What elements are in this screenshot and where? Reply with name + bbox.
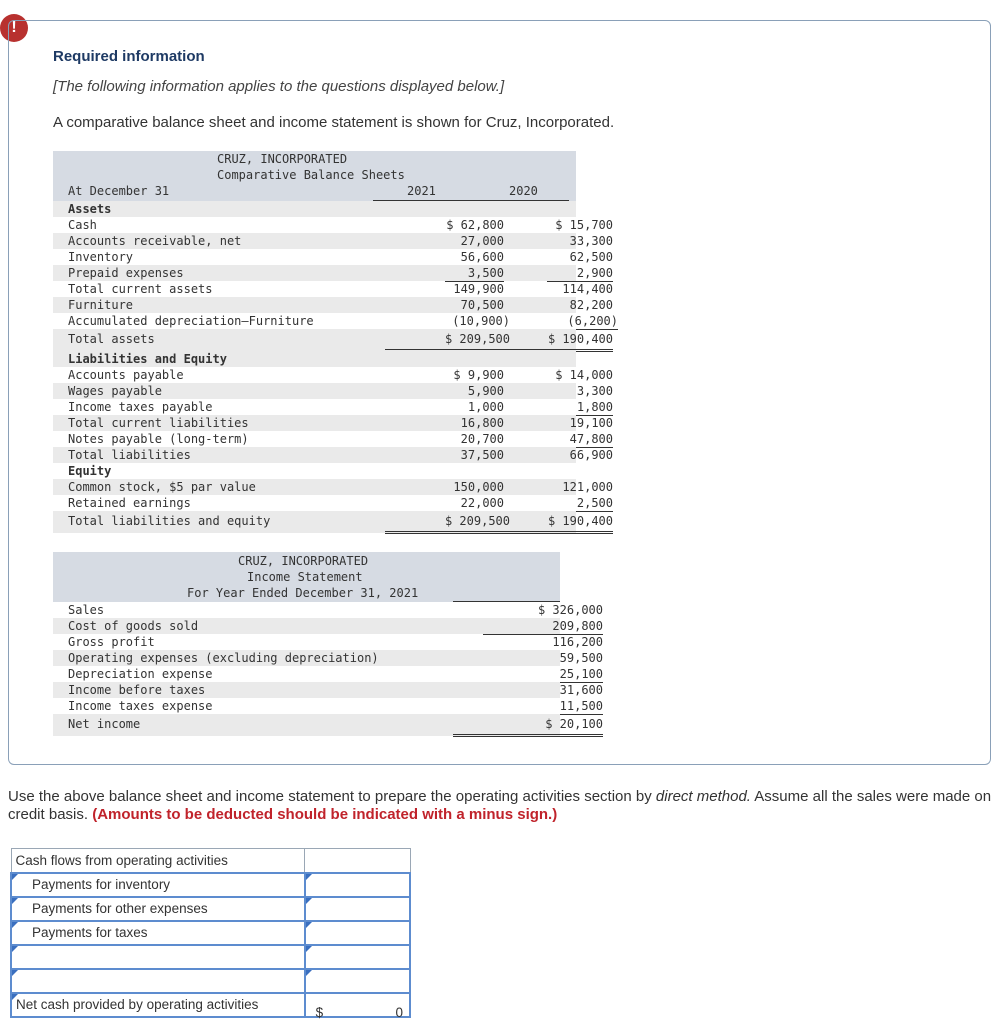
required-information-note: [The following information applies to the questions displayed below.] [53, 78, 505, 95]
is-row-label: Income before taxes [68, 683, 206, 697]
ws-total-label-select[interactable]: Net cash provided by operating activities [11, 993, 305, 1017]
bs-cell-2021: 22,000 [445, 495, 504, 512]
question-text-part: Assume all the sales were made on credit basis. [8, 788, 992, 823]
bs-row-label: Inventory [68, 250, 134, 264]
bs-cell-2021: 149,900 [453, 282, 504, 296]
bs-cell-2020: $ 14,000 [555, 368, 613, 382]
is-value: 25,100 [483, 666, 603, 683]
bs-cell-2020: 33,300 [569, 234, 613, 248]
bs-cell-2021: 20,700 [445, 431, 504, 448]
is-value: 209,800 [483, 618, 603, 635]
bs-cell-2021: 1,000 [445, 399, 504, 416]
is-row-label: Gross profit [68, 635, 155, 649]
bs-cell-2021: 150,000 [453, 480, 504, 494]
bs-date-label: At December 31 [68, 184, 170, 198]
bs-cell-2020: 47,800 [547, 431, 613, 448]
bs-assets-heading: Assets [68, 202, 112, 216]
bs-liabilities-heading: Liabilities and Equity [68, 352, 227, 366]
is-value: 31,600 [559, 683, 603, 697]
bs-cell-2020: 121,000 [562, 480, 613, 494]
bs-row-label: Wages payable [68, 384, 162, 398]
ws-row2-label-select[interactable]: Payments for other expenses [11, 897, 305, 921]
balance-sheet-table [53, 151, 618, 533]
bs-cell-2021: 70,500 [460, 298, 504, 312]
bs-cell-2020: 19,100 [569, 416, 613, 430]
bs-cell-2020: 66,900 [569, 448, 613, 462]
bs-title: Comparative Balance Sheets [217, 168, 405, 182]
bs-row-label: Common stock, $5 par value [68, 480, 256, 494]
question-text-part: Use the above balance sheet and income statement to prepare the operating activities section by [8, 788, 656, 805]
operating-activities-worksheet [10, 848, 411, 1018]
alert-icon: ! [0, 14, 28, 42]
bs-row-label: Income taxes payable [68, 400, 213, 414]
ws-row2-amount-input[interactable] [305, 897, 410, 921]
is-row-label: Net income [68, 717, 141, 731]
bs-row-label: Accumulated depreciation—Furniture [68, 314, 314, 328]
bs-cell-2021: 37,500 [460, 448, 504, 462]
is-value: $ 326,000 [537, 603, 603, 617]
bs-cell-2020: $ 15,700 [555, 218, 613, 232]
bs-cell-2021: $ 9,900 [453, 368, 504, 382]
question-instruction: (Amounts to be deducted should be indicated with a minus sign.) [92, 806, 558, 823]
bs-row-label: Total liabilities [68, 448, 191, 462]
is-period: For Year Ended December 31, 2021 [187, 586, 419, 600]
bs-cell-2021: 16,800 [460, 416, 504, 430]
is-row-label: Sales [68, 603, 105, 617]
bs-cell-2020: 1,800 [547, 399, 613, 416]
is-title: Income Statement [247, 570, 363, 584]
is-row-label: Depreciation expense [68, 667, 213, 681]
bs-row-label: Accounts receivable, net [68, 234, 242, 248]
bs-cell-2021: 56,600 [460, 250, 504, 264]
ws-row5-amount-input[interactable] [305, 969, 410, 993]
bs-cell-2021: 5,900 [467, 384, 504, 398]
ws-heading-amount [305, 849, 410, 873]
bs-cell-2020: 62,500 [569, 250, 613, 264]
bs-cell-2020: 2,500 [547, 495, 613, 512]
bs-row-label: Total assets [68, 332, 155, 346]
ws-heading: Cash flows from operating activities [11, 849, 305, 873]
bs-cell-2020: 114,400 [562, 282, 613, 296]
is-value: $ 20,100 [453, 714, 603, 737]
bs-row-label: Prepaid expenses [68, 266, 184, 280]
ws-row3-amount-input[interactable] [305, 921, 410, 945]
bs-cell-2020: (6,200) [541, 313, 618, 330]
bs-row-label: Total liabilities and equity [68, 514, 271, 528]
is-row-label: Operating expenses (excluding depreciation) [68, 651, 379, 665]
bs-cell-2021: (10,900) [435, 313, 510, 330]
is-value: 116,200 [552, 635, 603, 649]
bs-row-label: Accounts payable [68, 368, 184, 382]
bs-col-2021: 2021 [407, 184, 436, 198]
bs-company: CRUZ, INCORPORATED [217, 152, 348, 166]
bs-equity-heading: Equity [68, 464, 112, 478]
bs-cell-2021: $ 209,500 [385, 329, 510, 352]
is-company: CRUZ, INCORPORATED [238, 554, 369, 568]
bs-row-label: Cash [68, 218, 97, 232]
bs-cell-2020: 3,300 [576, 384, 613, 398]
bs-cell-2020: 82,200 [569, 298, 613, 312]
ws-row1-amount-input[interactable] [305, 873, 410, 897]
bs-cell-2021: 3,500 [445, 265, 504, 282]
ws-row5-label-select[interactable] [11, 969, 305, 993]
bs-cell-2021: $ 62,800 [446, 218, 504, 232]
ws-row3-label-select[interactable]: Payments for taxes [11, 921, 305, 945]
required-information-title: Required information [53, 48, 205, 65]
ws-row4-label-select[interactable] [11, 945, 305, 969]
question-text [8, 788, 993, 824]
bs-cell-2020: $ 190,400 [488, 329, 613, 352]
is-value: 59,500 [559, 651, 603, 665]
is-row-label: Income taxes expense [68, 699, 213, 713]
bs-cell-2021: 27,000 [460, 234, 504, 248]
ws-row1-label-select[interactable]: Payments for inventory [11, 873, 305, 897]
bs-row-label: Retained earnings [68, 496, 191, 510]
is-value: 11,500 [483, 698, 603, 715]
ws-total-currency: $ [315, 1004, 324, 1020]
bs-row-label: Total current assets [68, 282, 213, 296]
bs-col-2020: 2020 [509, 184, 538, 198]
bs-cell-2021: $ 209,500 [385, 511, 510, 534]
bs-row-label: Total current liabilities [68, 416, 249, 430]
bs-cell-2020: $ 190,400 [488, 511, 613, 534]
bs-row-label: Notes payable (long-term) [68, 432, 249, 446]
is-row-label: Cost of goods sold [68, 619, 199, 633]
required-information-intro: A comparative balance sheet and income statement is shown for Cruz, Incorporated. [53, 114, 615, 131]
bs-row-label: Furniture [68, 298, 134, 312]
ws-total-amount [305, 993, 410, 1020]
ws-total-value: 0 [395, 1004, 403, 1020]
ws-row4-amount-input[interactable] [305, 945, 410, 969]
income-statement-table [53, 552, 603, 736]
question-emphasis: direct method. [655, 788, 751, 805]
bs-cell-2020: 2,900 [547, 265, 613, 282]
